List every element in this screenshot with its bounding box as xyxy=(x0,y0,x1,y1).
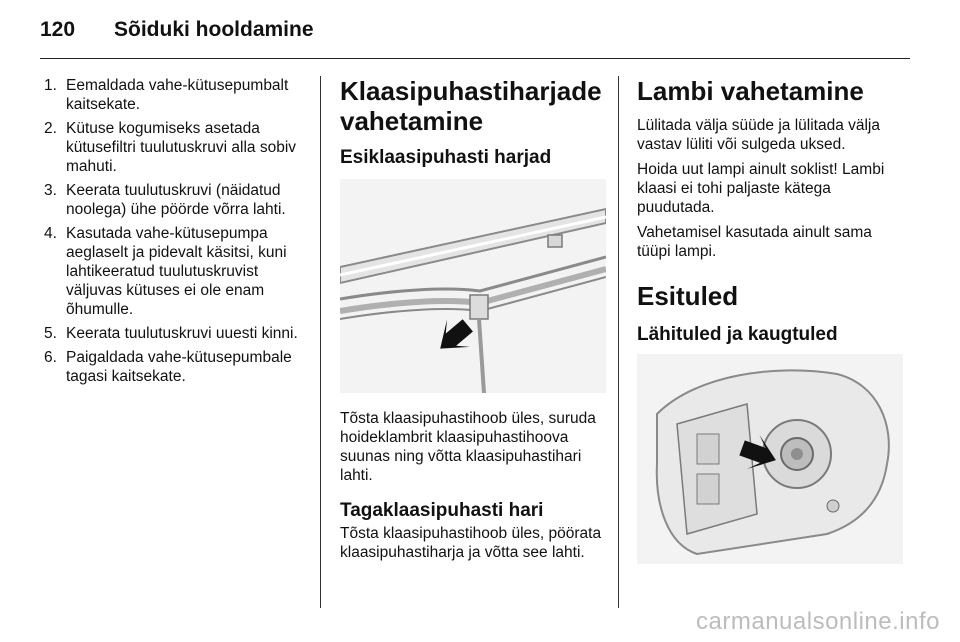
wiper-illustration xyxy=(340,179,606,393)
list-item: 3. Keerata tuulutuskruvi (näidatud noolega) ühe pöörde võrra lahti. xyxy=(44,182,286,218)
list-item: 1. Eemaldada vahe-kütusepumbalt kaitsekate. xyxy=(44,77,289,113)
bulb-instruction-1: Lülitada välja süüde ja lülitada välja vastav lüliti või sulgeda uksed. xyxy=(637,117,880,153)
column-2 xyxy=(340,76,606,568)
headlight-illustration xyxy=(637,354,903,564)
rear-wiper-instructions: Tõsta klaasipuhastihoob üles, pöörata klaasipuhastiharja ja võtta see lahti. xyxy=(340,525,602,561)
watermark: carmanualsonline.info xyxy=(696,608,940,635)
list-item: 6. Paigaldada vahe-kütusepumbale tagasi kaitsekate. xyxy=(44,349,292,385)
bulb-instruction-2: Hoida uut lampi ainult soklist! Lambi klaasi ei tohi paljaste kätega puudutada. xyxy=(637,161,885,216)
wiper-heading: Klaasipuhastiharjade vahetamine xyxy=(340,76,602,136)
front-wiper-instructions: Tõsta klaasipuhastihoob üles, suruda hoideklambrit klaasipuhastihoova suunas ning võtta klaasipuhastihari lahti. xyxy=(340,410,596,484)
front-wiper-subheading: Esiklaasipuhasti harjad xyxy=(340,147,552,168)
column-3 xyxy=(637,76,903,564)
headlights-heading: Esituled xyxy=(637,281,739,311)
section-title: Sõiduki hooldamine xyxy=(114,18,314,41)
column-1 xyxy=(44,76,306,391)
page-number: 120 xyxy=(40,18,76,41)
low-high-beam-subheading: Lähituled ja kaugtuled xyxy=(637,324,838,345)
bulb-instruction-3: Vahetamisel kasutada ainult sama tüüpi lampi. xyxy=(637,224,872,260)
column-divider-1 xyxy=(320,76,321,608)
list-item: 5. Keerata tuulutuskruvi uuesti kinni. xyxy=(44,325,298,342)
bulb-heading: Lambi vahetamine xyxy=(637,76,864,106)
list-item: 2. Kütuse kogumiseks asetada kütusefiltri tuulutuskruvi alla sobiv mahuti. xyxy=(44,120,297,175)
list-item: 4. Kasutada vahe-kütusepumpa aeglaselt ja pidevalt käsitsi, kuni lahtikeeratud tuulutuskruvist väljuvas kütuses ei ole enam õhumulle. xyxy=(44,225,287,318)
rear-wiper-subheading: Tagaklaasipuhasti hari xyxy=(340,500,544,521)
steps-list xyxy=(44,76,306,386)
header-rule xyxy=(40,58,910,59)
page-header xyxy=(40,18,314,42)
column-divider-2 xyxy=(618,76,619,608)
